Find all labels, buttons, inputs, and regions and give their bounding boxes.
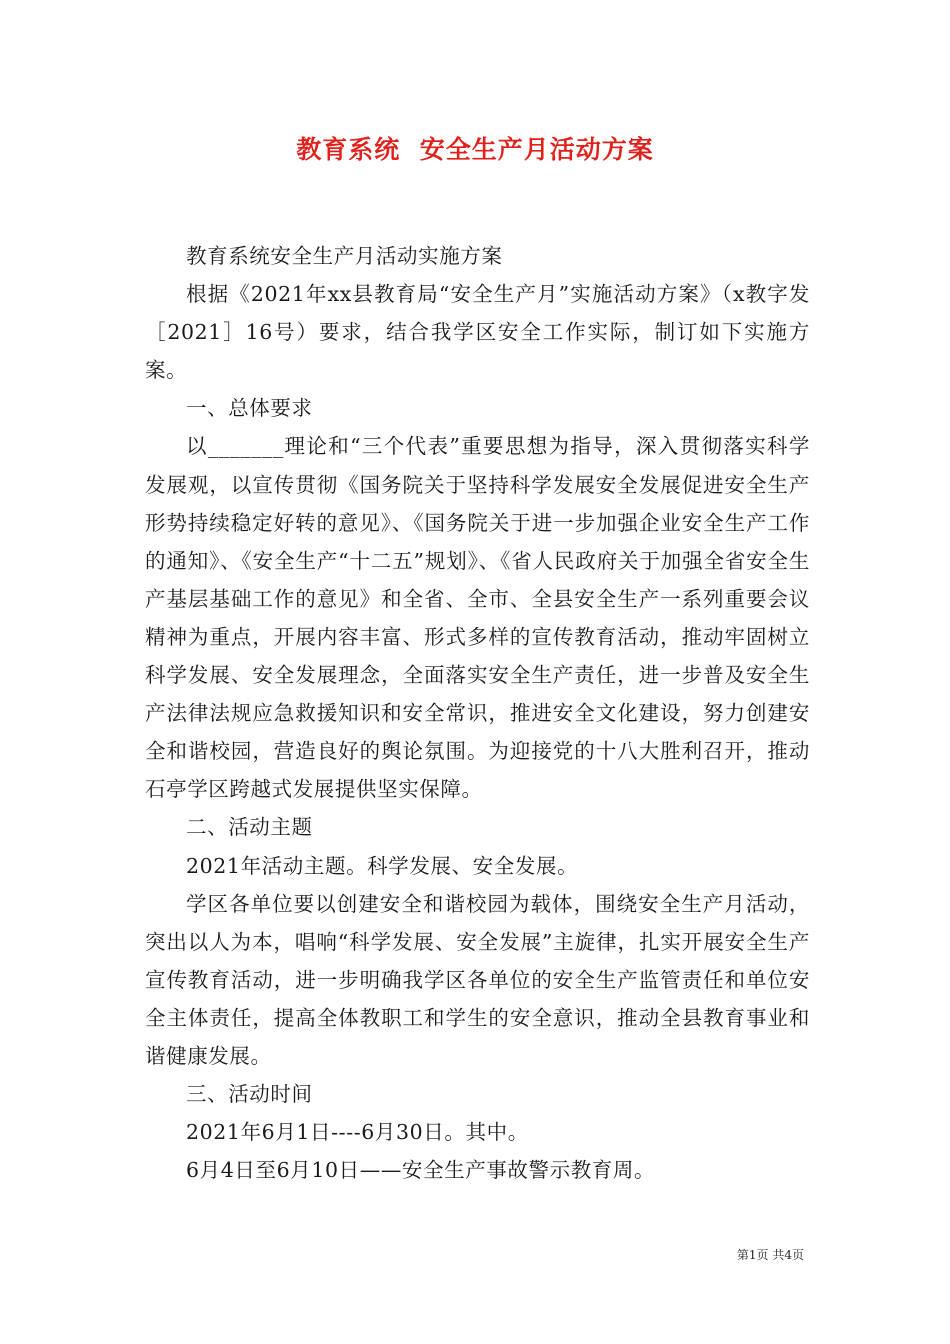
paragraph-requirements: 以_______理论和“三个代表”重要思想为指导，深入贯彻落实科学发展观，以宣传贯彻《国务院关于坚持科学发展安全发展促进安全生产形势持续稳定好转的意见》、《国务院关于进一步加强企业安全生产工作的通知》、《安全生产“十二五”规划》、《省人民政府关于加强全省安全生产基层基础工作的意见》和全省、全市、全县安全生产一系列重要会议精神为重点，开展内容丰富、形式多样的宣传教育活动，推动牢固树立科学发展、安全发展理念，全面落实安全生产责任，进一步普及安全生产法律法规应急救援知识和安全常识，推进安全文化建设，努力创建安全和谐校园，营造良好的舆论氛围。为迎接党的十八大胜利召开，推动石亭学区跨越式发展提供坚实保障。 — [145, 434, 810, 802]
paragraph-subtitle: 教育系统安全生产月活动实施方案 — [186, 244, 503, 268]
paragraph-theme-detail: 学区各单位要以创建安全和谐校园为载体，围绕安全生产月活动，突出以人为本，唱响“科学发展、安全发展”主旋律，扎实开展安全生产宣传教育活动，进一步明确我学区各单位的安全生产监管责任和单位安全主体责任，提高全体教职工和学生的安全意识，推动全县教育事业和谐健康发展。 — [145, 891, 810, 1068]
paragraph-theme: 2021年活动主题。科学发展、安全发展。 — [186, 853, 579, 878]
document-body — [145, 237, 810, 1189]
document-title: 教育系统 安全生产月活动方案 — [296, 135, 654, 164]
section-heading-theme: 二、活动主题 — [186, 815, 313, 840]
section-heading-requirements: 一、总体要求 — [186, 396, 313, 421]
section-heading-time: 三、活动时间 — [186, 1082, 313, 1107]
page-number-footer: 第1页 共4页 — [736, 1248, 804, 1262]
paragraph-time-week: 6月4日至6月10日——安全生产事故警示教育周。 — [186, 1158, 656, 1183]
paragraph-intro: 根据《2021年xx县教育局“安全生产月”实施活动方案》（x教字发［2021］16号）要求，结合我学区安全工作实际，制订如下实施方案。 — [145, 282, 810, 383]
paragraph-time-range: 2021年6月1日----6月30日。其中。 — [186, 1120, 529, 1145]
